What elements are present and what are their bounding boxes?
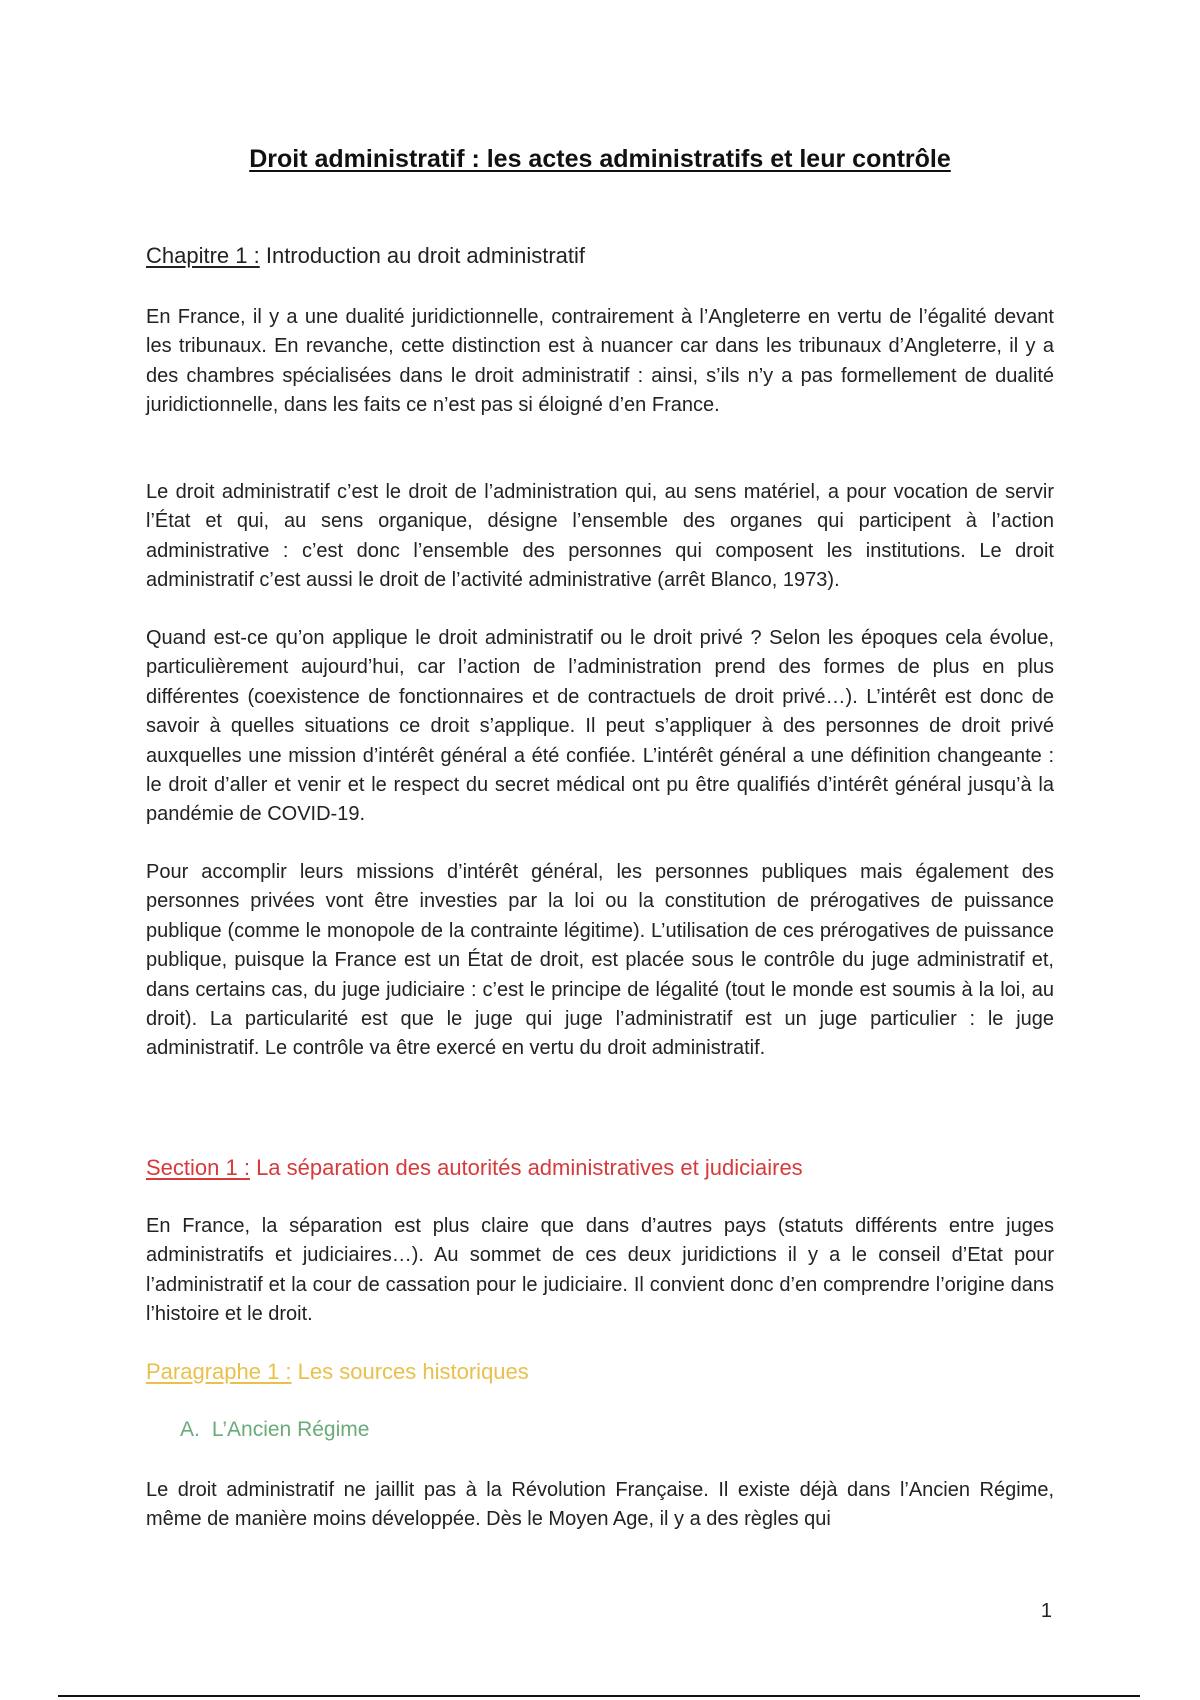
- page-number: 1: [1040, 1600, 1052, 1622]
- subsection-title: L’Ancien Régime: [211, 1418, 370, 1441]
- section-heading-title: La séparation des autorités administratives et judiciaires: [249, 1155, 803, 1180]
- body-paragraph-1: En France, il y a une dualité juridictionnelle, contrairement à l’Angleterre en vertu de l’égalité devant les tribunaux. En revanche, cette distinction est à nuancer car dans les tribunaux d’Angleterre, il y a des chambres spécialisées dans le droit administratif : ainsi, s’ils n’y a pas formellement de dualité juridictionnelle, dans les faits ce n’est pas si éloigné d’en France.: [146, 306, 1054, 417]
- paragraph-heading-prefix: Paragraphe 1 :: [146, 1359, 292, 1384]
- document-title: Droit administratif : les actes administratifs et leur contrôle: [249, 145, 951, 173]
- section-heading-prefix: Section 1 :: [146, 1155, 250, 1180]
- body-paragraph-2: Le droit administratif c’est le droit de l’administration qui, au sens matériel, a pour vocation de servir l’État et qui, au sens organique, désigne l’ensemble des organes qui participent à l’action administrative : c’est donc l’ensemble des personnes qui composent les institutions. Le droit administratif c’est aussi le droit de l’activité administrative (arrêt Blanco, 1973).: [146, 481, 1054, 592]
- paragraph-heading-title: Les sources historiques: [291, 1359, 529, 1384]
- body-paragraph-3: Quand est-ce qu’on applique le droit administratif ou le droit privé ? Selon les époques cela évolue, particulièrement aujourd’hui, car l’action de l’administration prend des formes de plus en plus différentes (coexistence de fonctionnaires et de contractuels de droit privé…). L’intérêt est donc de savoir à quelles situations ce droit s’applique. Il peut s’appliquer à des personnes de droit privé auxquelles une mission d’intérêt général a été confiée. L’intérêt général a une définition changeante : le droit d’aller et venir et le respect du secret médical ont pu être qualifiés d’intérêt général jusqu’à la pandémie de COVID-19.: [146, 627, 1054, 826]
- chapter-heading-prefix: Chapitre 1 :: [146, 243, 260, 268]
- subsection-letter: A.: [180, 1418, 200, 1441]
- subsection-heading: [180, 1416, 369, 1444]
- chapter-heading-title: Introduction au droit administratif: [259, 243, 586, 268]
- body-paragraph-4: Pour accomplir leurs missions d’intérêt général, les personnes publiques mais également des personnes privées vont être investies par la loi ou la constitution de prérogatives de puissance publique (comme le monopole de la contrainte légitime). L’utilisation de ces prérogatives de puissance publique, puisque la France est un État de droit, est placée sous le contrôle du juge administratif et, dans certains cas, du juge judiciaire : c’est le principe de légalité (tout le monde est soumis à la loi, au droit). La particularité est que le juge qui juge l’administratif est un juge particulier : le juge administratif. Le contrôle va être exercé en vertu du droit administratif.: [146, 861, 1054, 1060]
- subsection-paragraph: Le droit administratif ne jaillit pas à la Révolution Française. Il existe déjà dans l’Ancien Régime, même de manière moins développée. Dès le Moyen Age, il y a des règles qui: [146, 1479, 1054, 1531]
- page-bottom-divider: [58, 1695, 1140, 1697]
- section-paragraph: En France, la séparation est plus claire que dans d’autres pays (statuts différents entre juges administratifs et judiciaires…). Au sommet de ces deux juridictions il y a le conseil d’Etat pour l’administratif et la cour de cassation pour le judiciaire. Il convient donc d’en comprendre l’origine dans l’histoire et le droit.: [146, 1215, 1054, 1326]
- paragraph-heading: [146, 1358, 529, 1386]
- chapter-heading: [146, 242, 585, 270]
- section-heading: [146, 1154, 803, 1182]
